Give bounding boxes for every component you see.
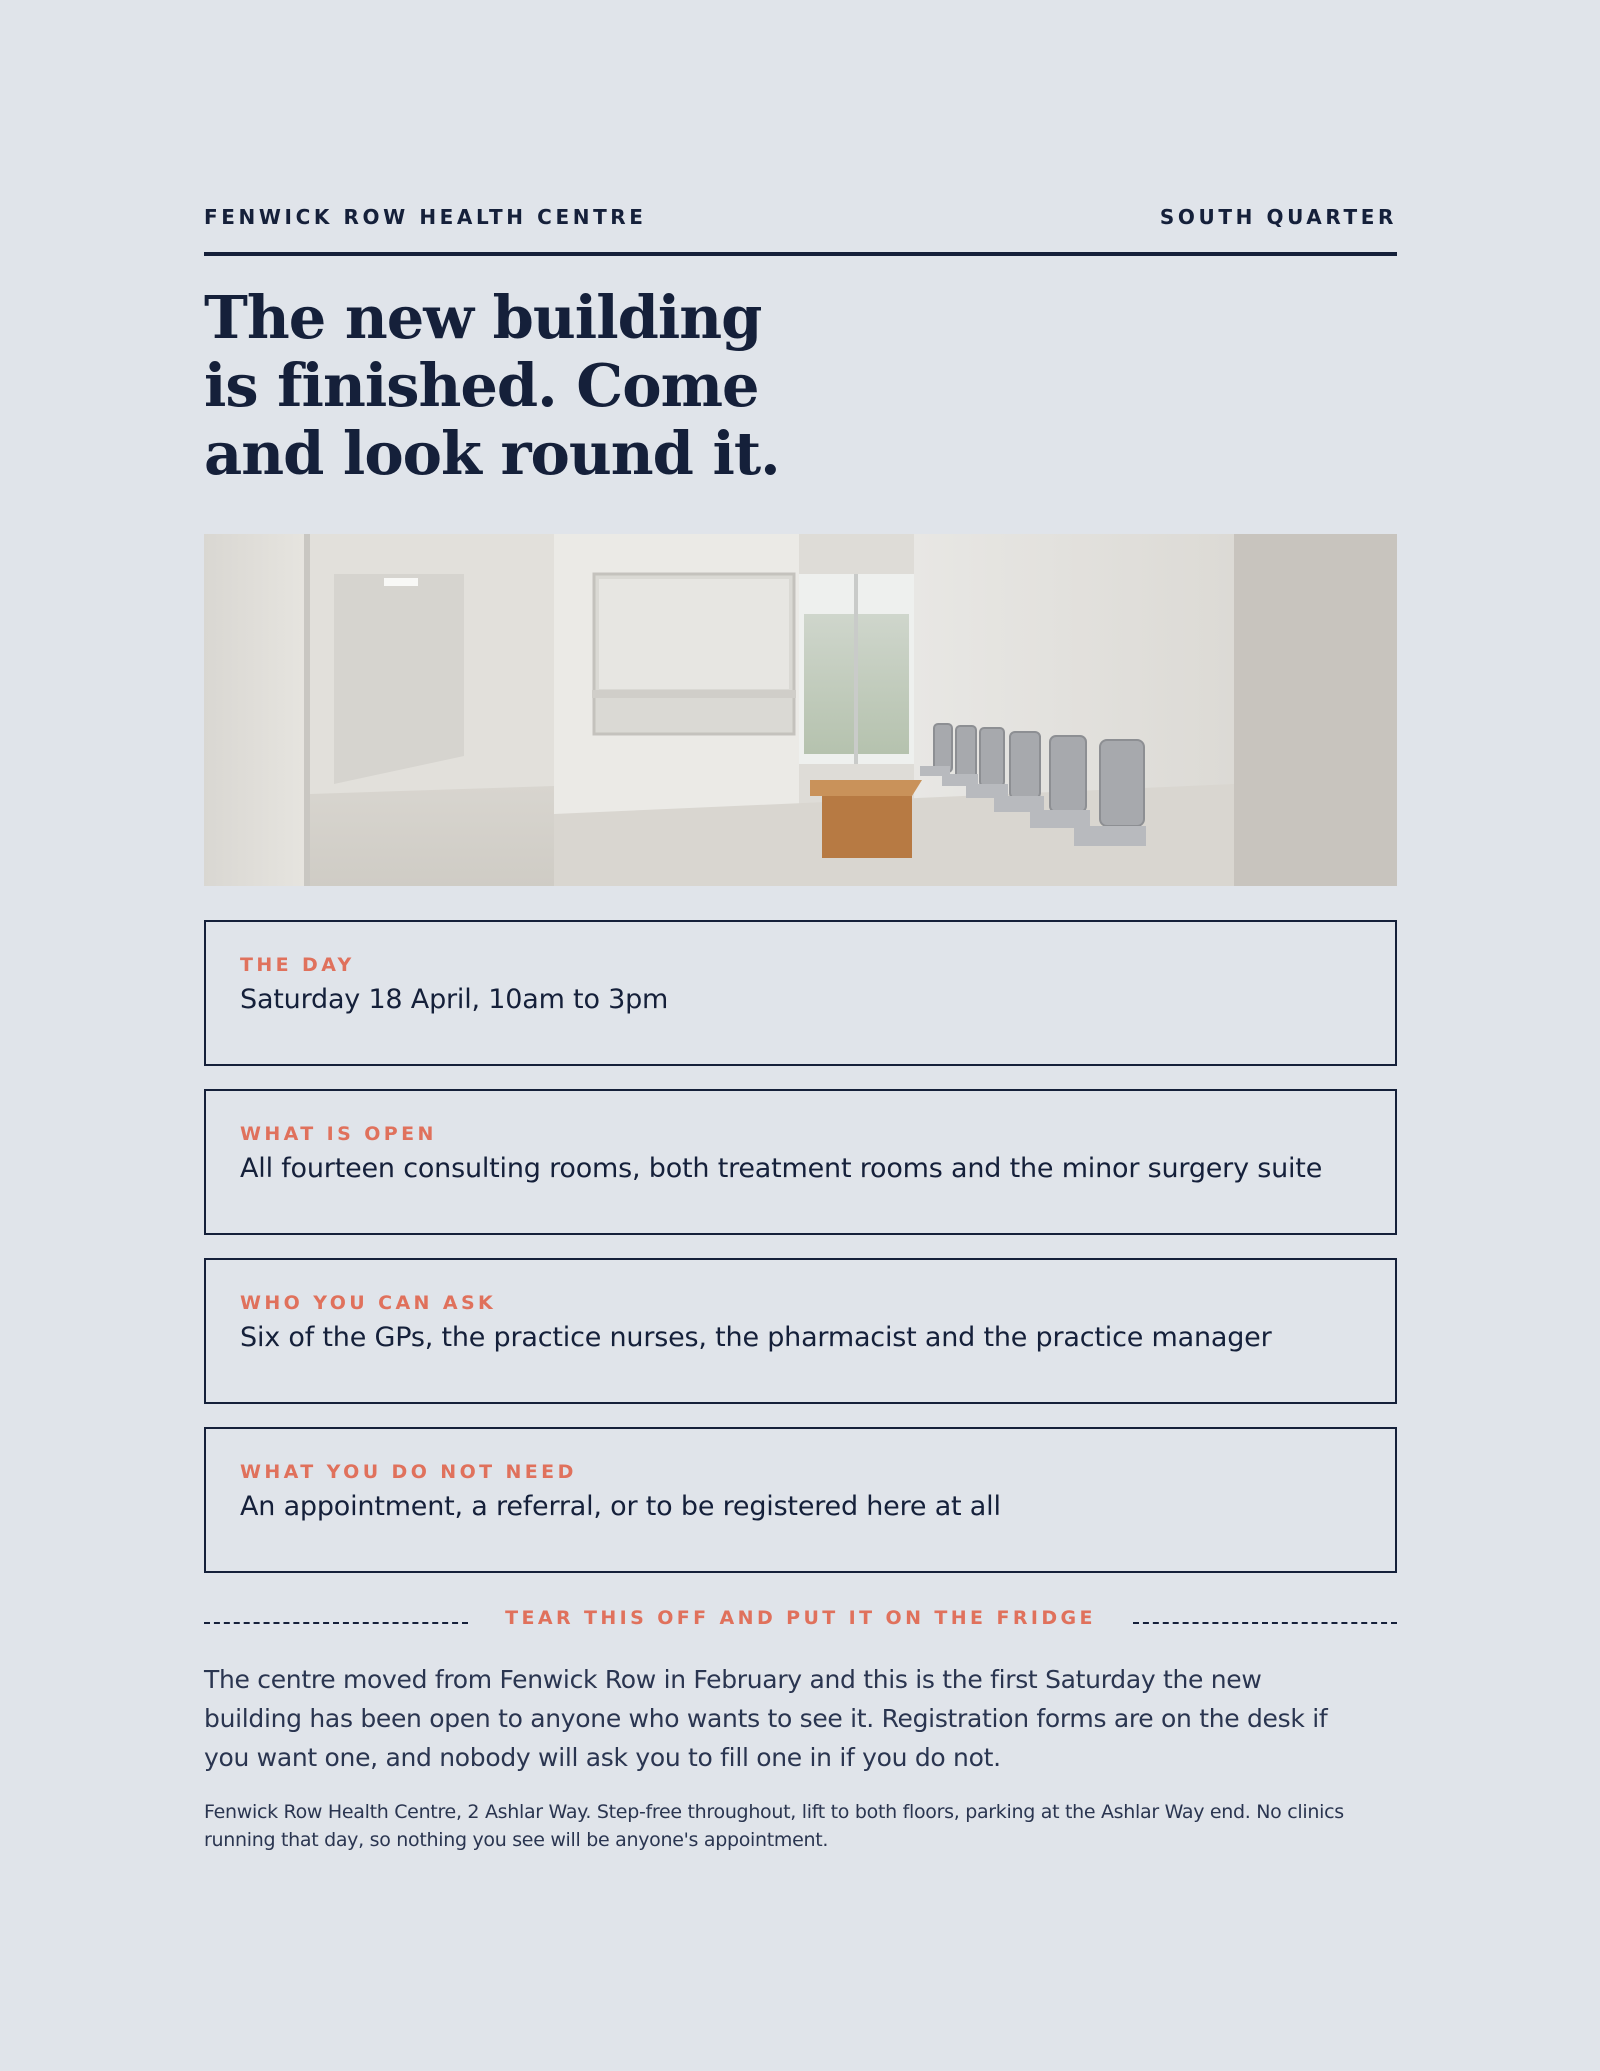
dashed-rule-right (1133, 1622, 1397, 1624)
organisation-name: FENWICK ROW HEALTH CENTRE (204, 205, 647, 229)
body-paragraph: The centre moved from Fenwick Row in February and this is the first Saturday the new building has been open to anyone who wants to see it. Registration forms are on the desk if you want one, and nobody will ask you to fill one in if you do not. (204, 1665, 1328, 1772)
card-label: THE DAY (240, 954, 355, 976)
tear-off-line (204, 1600, 1397, 1636)
info-card-what-is-open (204, 1089, 1397, 1235)
info-card-what-you-do-not-need (204, 1427, 1397, 1573)
dashed-rule-left (204, 1622, 468, 1624)
masthead (204, 204, 1397, 256)
card-value: All fourteen consulting rooms, both treatment rooms and the minor surgery suite (240, 1153, 1323, 1184)
card-value: An appointment, a referral, or to be registered here at all (240, 1491, 1001, 1522)
tear-off-instruction: TEAR THIS OFF AND PUT IT ON THE FRIDGE (505, 1607, 1096, 1629)
hero-photo (204, 534, 1397, 886)
headline: The new building is finished. Come and look round it. (204, 283, 780, 488)
area-name: SOUTH QUARTER (1159, 205, 1397, 229)
card-value: Six of the GPs, the practice nurses, the pharmacist and the practice manager (240, 1322, 1272, 1353)
card-label: WHAT IS OPEN (240, 1123, 437, 1145)
info-card-who-you-can-ask (204, 1258, 1397, 1404)
card-label: WHAT YOU DO NOT NEED (240, 1461, 577, 1483)
fine-print: Fenwick Row Health Centre, 2 Ashlar Way. Step-free throughout, lift to both floors, parking at the Ashlar Way end. No clinics running that day, so nothing you see will be anyone's appointment. (204, 1801, 1344, 1851)
info-card-day (204, 920, 1397, 1066)
card-label: WHO YOU CAN ASK (240, 1292, 497, 1314)
card-value: Saturday 18 April, 10am to 3pm (240, 984, 669, 1015)
